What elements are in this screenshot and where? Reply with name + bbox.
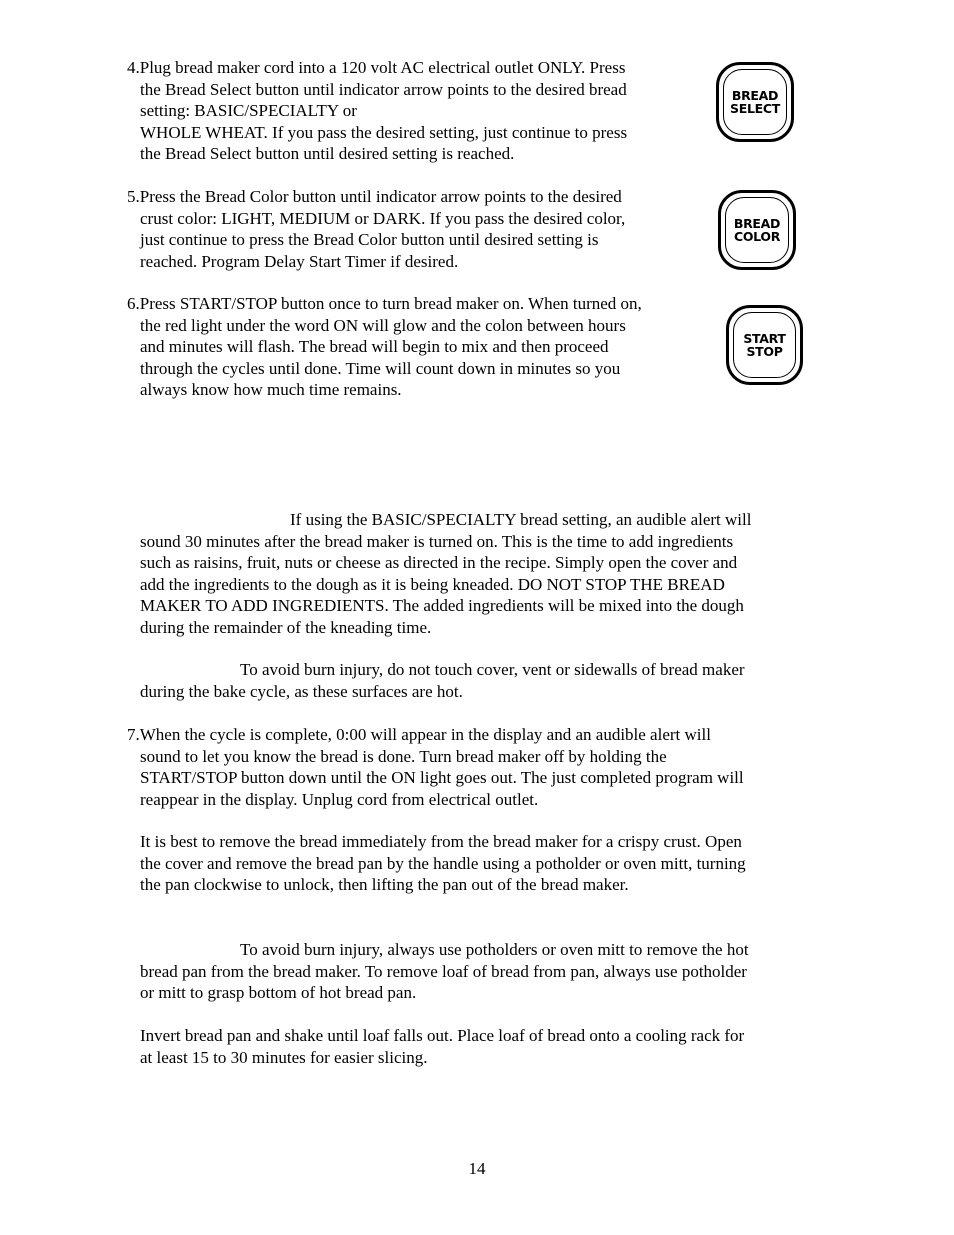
step-6-paragraph [127,293,642,401]
start-stop-button-illustration [726,305,803,385]
remove-bread-note [140,831,746,896]
text-line: bread pan from the bread maker. To remove loaf of bread from pan, always use potholder [140,961,747,981]
burn-warning-bread-pan [140,939,749,1004]
text-line: 7.When the cycle is complete, 0:00 will appear in the display and an audible alert will [127,725,711,744]
text-line: Invert bread pan and shake until loaf falls out. Place loaf of bread onto a cooling rack for [140,1026,745,1045]
text-line: To avoid burn injury, do not touch cover, vent or sidewalls of bread maker [240,660,745,679]
text-line: add the ingredients to the dough as it is being kneaded. DO NOT STOP THE BREAD [140,574,725,594]
button-label: SELECT [730,101,780,116]
text-line: the Bread Select button until indicator arrow points to the desired bread [140,79,627,99]
text-line: 6.Press START/STOP button once to turn bread maker on. When turned on, [127,294,642,313]
text-line: sound 30 minutes after the bread maker is turned on. This is the time to add ingredients [140,531,734,551]
text-line: To avoid burn injury, always use potholders or oven mitt to remove the hot [240,940,749,959]
button-label: BREAD [733,216,781,231]
text-line: during the remainder of the kneading time. [140,617,432,637]
step-5-paragraph [127,186,625,272]
text-line: just continue to press the Bread Color button until desired setting is [140,230,599,249]
text-line: the Bread Select button until desired setting is reached. [140,144,515,163]
text-line: crust color: LIGHT, MEDIUM or DARK. If you pass the desired color, [140,208,626,228]
text-line: MAKER TO ADD INGREDIENTS. The added ingredients will be mixed into the dough [140,596,744,615]
text-line: If using the BASIC/SPECIALTY bread setting, an audible alert will [290,510,752,529]
text-line: START/STOP button down until the ON light goes out. The just completed program will [140,768,744,787]
text-line: WHOLE WHEAT. If you pass the desired setting, just continue to press [140,122,628,142]
button-label: COLOR [733,229,781,244]
text-line: through the cycles until done. Time will count down in minutes so you [140,358,621,378]
text-line: 5.Press the Bread Color button until indicator arrow points to the desired [127,187,622,206]
text-line: always know how much time remains. [140,380,402,399]
text-line: at least 15 to 30 minutes for easier slicing. [140,1047,428,1067]
text-line: the pan clockwise to unlock, then lifting the pan out of the bread maker. [140,875,629,894]
text-line: reached. Program Delay Start Timer if desired. [140,251,459,271]
cooling-note [140,1025,744,1068]
text-line: sound to let you know the bread is done. Turn bread maker off by holding the [140,746,667,766]
button-label: BREAD [731,88,779,103]
burn-warning-bake-cycle [140,659,745,702]
text-line: the cover and remove the bread pan by the handle using a potholder or oven mitt, turning [140,853,746,873]
text-line: 4.Plug bread maker cord into a 120 volt AC electrical outlet ONLY. Press [127,58,626,77]
text-line: and minutes will flash. The bread will begin to mix and then proceed [140,337,609,356]
page-number: 14 [468,1159,486,1178]
text-line: setting: BASIC/SPECIALTY or [140,101,357,120]
step-7-paragraph [127,724,744,810]
step-4-paragraph [127,57,627,165]
text-line: such as raisins, fruit, nuts or cheese as directed in the recipe. Simply open the cover and [140,553,738,572]
text-line: reappear in the display. Unplug cord from electrical outlet. [140,789,539,809]
bread-color-button-illustration [718,190,796,270]
bread-select-button-illustration [716,62,794,142]
add-ingredients-note [140,509,751,638]
button-label: STOP [746,344,783,359]
text-line: It is best to remove the bread immediately from the bread maker for a crispy crust. Open [140,832,742,851]
text-line: the red light under the word ON will glow and the colon between hours [140,315,626,335]
text-line: or mitt to grasp bottom of hot bread pan. [140,983,417,1002]
button-label: START [743,331,786,346]
text-line: during the bake cycle, as these surfaces are hot. [140,681,463,701]
